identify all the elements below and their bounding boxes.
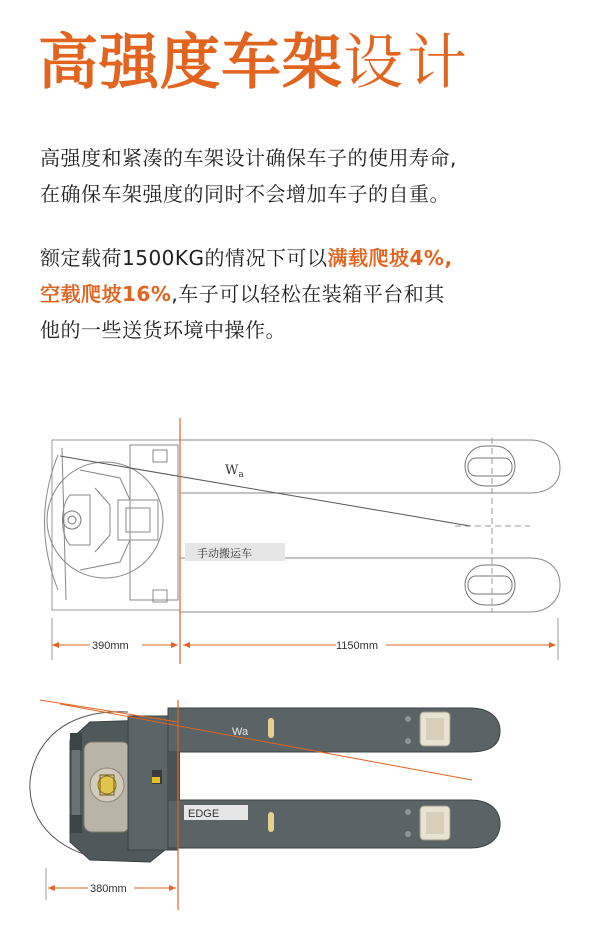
intro-line-2: 在确保车架强度的同时不会增加车子的自重。 [40, 182, 450, 206]
top-line-drawing [45, 438, 561, 660]
bottom-render-drawing [30, 708, 500, 862]
title-light: 设计 [343, 28, 471, 98]
bottom-wa-label: Wa [232, 726, 249, 738]
intro-line-1: 高强度和紧凑的车架设计确保车子的使用寿命, [40, 146, 457, 170]
top-dim-right: 1150mm [336, 640, 378, 652]
bottom-angle-line-a [40, 700, 178, 722]
load-line-2-text: ,车子可以轻松在装箱平台和其 [171, 282, 445, 306]
bottom-dim-left: 380mm [90, 883, 127, 895]
full-load-climb: 满载爬坡4%, [327, 246, 453, 270]
top-wa-label: $W_a$ [225, 463, 244, 480]
top-dim-left: 390mm [92, 640, 129, 652]
load-line-1-text: 额定载荷1500KG的情况下可以 [40, 246, 328, 270]
bottom-caption: EDGE [188, 808, 220, 820]
title-bold: 高强度车架 [38, 28, 343, 98]
load-line-3: 他的一些送货环境中操作。 [40, 318, 286, 342]
top-caption: 手动搬运车 [197, 547, 252, 560]
empty-load-climb: 空载爬坡16% [40, 282, 172, 306]
